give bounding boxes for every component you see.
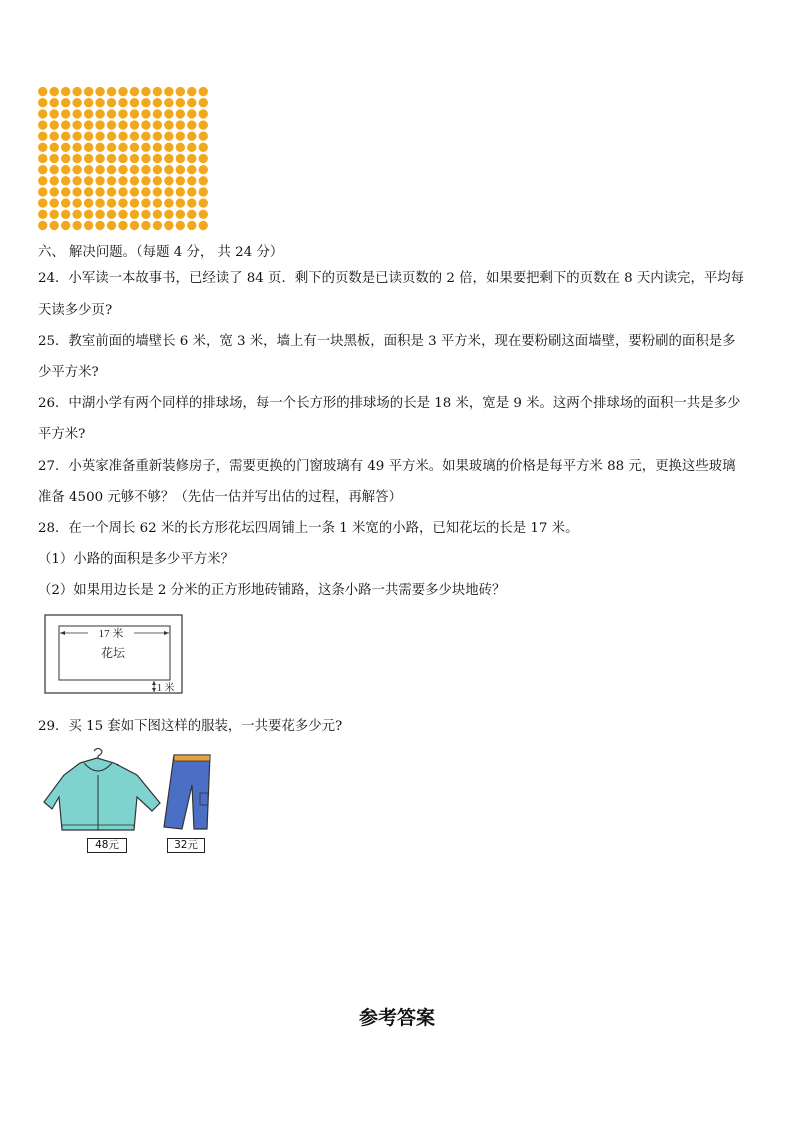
grid-dot: [95, 132, 104, 141]
grid-dot: [38, 87, 47, 96]
grid-dot: [153, 221, 162, 230]
problem-24-line-2: 天读多少页?: [38, 303, 113, 318]
grid-dot: [38, 198, 47, 207]
grid-dot: [107, 187, 116, 196]
pants-price-tag: 32元: [167, 838, 205, 853]
grid-dot: [199, 176, 208, 185]
problem-28-subquestion-2: （2）如果用边长是 2 分米的正方形地砖铺路，这条小路一共需要多少块地砖？: [38, 583, 506, 598]
grid-dot: [95, 176, 104, 185]
problem-27-line-1: 27．小英家准备重新装修房子，需要更换的门窗玻璃有 49 平方米。如果玻璃的价格是每平方米 88 元，更换这些玻璃: [38, 459, 736, 474]
grid-dot: [50, 143, 59, 152]
grid-dot: [187, 176, 196, 185]
grid-dot: [153, 109, 162, 118]
grid-dot: [141, 98, 150, 107]
grid-dot: [141, 120, 150, 129]
grid-dot: [130, 198, 139, 207]
grid-dot: [61, 120, 70, 129]
grid-dot: [141, 109, 150, 118]
grid-dot: [141, 143, 150, 152]
pants-belt: [174, 755, 210, 761]
problem-25-line-2: 少平方米?: [38, 365, 99, 380]
problem-28-line-1: 28．在一个周长 62 米的长方形花坛四周铺上一条 1 米宽的小路，已知花坛的长是 17 米。: [38, 521, 579, 536]
hanger-hook: [94, 749, 102, 760]
grid-dot: [61, 132, 70, 141]
grid-dot: [199, 187, 208, 196]
grid-dot: [199, 165, 208, 174]
dot-grid-figure: [37, 86, 209, 231]
grid-dot: [38, 165, 47, 174]
grid-dot: [153, 198, 162, 207]
jacket-illustration: [42, 745, 227, 835]
grid-dot: [84, 165, 93, 174]
grid-dot: [176, 87, 185, 96]
grid-dot: [107, 143, 116, 152]
grid-dot: [72, 221, 81, 230]
grid-dot: [84, 120, 93, 129]
grid-dot: [50, 165, 59, 174]
grid-dot: [153, 143, 162, 152]
grid-dot: [84, 176, 93, 185]
grid-dot: [118, 221, 127, 230]
grid-dot: [153, 120, 162, 129]
length-label: 17 米: [98, 628, 124, 640]
grid-dot: [38, 176, 47, 185]
grid-dot: [141, 132, 150, 141]
grid-dot: [61, 109, 70, 118]
grid-dot: [187, 210, 196, 219]
grid-dot: [107, 87, 116, 96]
problem-24-line-1: 24．小军读一本故事书，已经读了 84 页．剩下的页数是已读页数的 2 倍，如果要把剩下的页数在 8 天内读完，平均每: [38, 271, 745, 286]
grid-dot: [107, 176, 116, 185]
grid-dot: [187, 154, 196, 163]
grid-dot: [164, 165, 173, 174]
grid-dot: [130, 98, 139, 107]
grid-dot: [61, 176, 70, 185]
problem-28-subquestion-1: （1）小路的面积是多少平方米？: [38, 552, 234, 567]
grid-dot: [84, 210, 93, 219]
grid-dot: [130, 221, 139, 230]
grid-dot: [153, 210, 162, 219]
grid-dot: [50, 132, 59, 141]
grid-dot: [118, 98, 127, 107]
grid-dot: [107, 210, 116, 219]
grid-dot: [50, 187, 59, 196]
grid-dot: [72, 98, 81, 107]
grid-dot: [118, 143, 127, 152]
grid-dot: [130, 154, 139, 163]
width-label: 1 米: [157, 683, 175, 694]
grid-dot: [199, 98, 208, 107]
grid-dot: [38, 109, 47, 118]
grid-dot: [84, 221, 93, 230]
grid-dot: [107, 221, 116, 230]
grid-dot: [164, 221, 173, 230]
grid-dot: [61, 210, 70, 219]
grid-dot: [118, 176, 127, 185]
grid-dot: [84, 154, 93, 163]
grid-dot: [199, 221, 208, 230]
grid-dot: [199, 87, 208, 96]
grid-dot: [176, 109, 185, 118]
problem-26-line-2: 平方米?: [38, 427, 86, 442]
grid-dot: [107, 154, 116, 163]
grid-dot: [176, 98, 185, 107]
grid-dot: [72, 210, 81, 219]
grid-dot: [50, 176, 59, 185]
grid-dot: [38, 98, 47, 107]
grid-dot: [130, 187, 139, 196]
grid-dot: [141, 176, 150, 185]
grid-dot: [164, 210, 173, 219]
grid-dot: [118, 210, 127, 219]
grid-dot: [187, 187, 196, 196]
grid-dot: [130, 143, 139, 152]
grid-dot: [50, 154, 59, 163]
grid-dot: [107, 98, 116, 107]
grid-dot: [118, 154, 127, 163]
grid-dot: [118, 109, 127, 118]
grid-dot: [118, 187, 127, 196]
grid-dot: [61, 143, 70, 152]
problem-29-line-1: 29．买 15 套如下图这样的服装，一共要花多少元?: [38, 719, 343, 734]
grid-dot: [50, 109, 59, 118]
grid-dot: [118, 87, 127, 96]
grid-dot: [95, 187, 104, 196]
problem-26-line-1: 26．中湖小学有两个同样的排球场，每一个长方形的排球场的长是 18 米，宽是 9 米。这两个排球场的面积一共是多少: [38, 396, 741, 411]
grid-dot: [38, 210, 47, 219]
jacket-price-tag: 48元: [87, 838, 127, 853]
grid-dot: [61, 187, 70, 196]
grid-dot: [84, 98, 93, 107]
grid-dot: [95, 109, 104, 118]
grid-dot: [130, 87, 139, 96]
garden-label: 花坛: [100, 646, 126, 660]
grid-dot: [130, 120, 139, 129]
grid-dot: [84, 109, 93, 118]
grid-dot: [72, 176, 81, 185]
grid-dot: [72, 120, 81, 129]
grid-dot: [72, 87, 81, 96]
grid-dot: [176, 143, 185, 152]
grid-dot: [95, 87, 104, 96]
garden-figure: [40, 612, 186, 696]
grid-dot: [187, 165, 196, 174]
grid-dot: [130, 165, 139, 174]
grid-dot: [199, 120, 208, 129]
grid-dot: [95, 210, 104, 219]
grid-dot: [72, 187, 81, 196]
grid-dot: [38, 143, 47, 152]
grid-dot: [153, 98, 162, 107]
grid-dot: [199, 198, 208, 207]
grid-dot: [130, 132, 139, 141]
grid-dot: [107, 109, 116, 118]
grid-dot: [141, 187, 150, 196]
grid-dot: [141, 210, 150, 219]
grid-dot: [95, 165, 104, 174]
grid-dot: [61, 165, 70, 174]
grid-dot: [95, 198, 104, 207]
problem-25-line-1: 25．教室前面的墙壁长 6 米，宽 3 米，墙上有一块黑板，面积是 3 平方米，现在要粉刷这面墙壁，要粉刷的面积是多: [38, 334, 736, 349]
grid-dot: [199, 143, 208, 152]
grid-dot: [118, 165, 127, 174]
grid-dot: [176, 210, 185, 219]
grid-dot: [95, 221, 104, 230]
grid-dot: [153, 187, 162, 196]
grid-dot: [176, 132, 185, 141]
grid-dot: [141, 221, 150, 230]
grid-dot: [118, 132, 127, 141]
grid-dot: [72, 132, 81, 141]
grid-dot: [187, 109, 196, 118]
grid-dot: [164, 98, 173, 107]
grid-dot: [176, 221, 185, 230]
grid-dot: [164, 120, 173, 129]
grid-dot: [50, 221, 59, 230]
grid-dot: [187, 98, 196, 107]
grid-dot: [153, 176, 162, 185]
grid-dot: [84, 143, 93, 152]
grid-dot: [141, 198, 150, 207]
grid-dot: [38, 187, 47, 196]
grid-dot: [84, 87, 93, 96]
grid-dot: [164, 132, 173, 141]
grid-dot: [95, 120, 104, 129]
grid-dot: [107, 198, 116, 207]
grid-dot: [72, 143, 81, 152]
grid-dot: [164, 87, 173, 96]
grid-dot: [199, 210, 208, 219]
grid-dot: [61, 198, 70, 207]
grid-dot: [84, 187, 93, 196]
grid-dot: [176, 187, 185, 196]
grid-dot: [50, 87, 59, 96]
grid-dot: [107, 120, 116, 129]
grid-dot: [164, 154, 173, 163]
grid-dot: [38, 221, 47, 230]
grid-dot: [50, 120, 59, 129]
grid-dot: [187, 143, 196, 152]
grid-dot: [107, 132, 116, 141]
grid-dot: [176, 154, 185, 163]
grid-dot: [84, 132, 93, 141]
grid-dot: [61, 87, 70, 96]
problem-27-line-2: 准备 4500 元够不够？（先估一估并写出估的过程，再解答）: [38, 490, 402, 505]
grid-dot: [130, 109, 139, 118]
answer-section-title: 参考答案: [358, 1007, 435, 1029]
grid-dot: [61, 98, 70, 107]
section-heading: 六、 解决问题。（每题 4 分， 共 24 分）: [38, 245, 284, 260]
grid-dot: [199, 109, 208, 118]
grid-dot: [164, 176, 173, 185]
grid-dot: [153, 87, 162, 96]
grid-dot: [153, 154, 162, 163]
grid-dot: [38, 154, 47, 163]
grid-dot: [153, 132, 162, 141]
pants-body: [164, 755, 210, 829]
grid-dot: [164, 109, 173, 118]
grid-dot: [199, 132, 208, 141]
jacket-body: [44, 758, 160, 830]
grid-dot: [50, 210, 59, 219]
grid-dot: [176, 176, 185, 185]
grid-dot: [176, 120, 185, 129]
grid-dot: [130, 210, 139, 219]
grid-dot: [72, 165, 81, 174]
grid-dot: [187, 198, 196, 207]
grid-dot: [50, 98, 59, 107]
grid-dot: [141, 165, 150, 174]
grid-dot: [141, 87, 150, 96]
grid-dot: [61, 221, 70, 230]
grid-dot: [95, 154, 104, 163]
grid-dot: [72, 154, 81, 163]
grid-dot: [130, 176, 139, 185]
grid-dot: [118, 198, 127, 207]
grid-dot: [38, 120, 47, 129]
grid-dot: [164, 143, 173, 152]
grid-dot: [187, 132, 196, 141]
grid-dot: [84, 198, 93, 207]
grid-dot: [176, 198, 185, 207]
grid-dot: [187, 87, 196, 96]
grid-dot: [141, 154, 150, 163]
grid-dot: [187, 221, 196, 230]
grid-dot: [187, 120, 196, 129]
grid-dot: [38, 132, 47, 141]
grid-dot: [95, 98, 104, 107]
grid-dot: [95, 143, 104, 152]
grid-dot: [176, 165, 185, 174]
grid-dot: [164, 187, 173, 196]
grid-dot: [72, 109, 81, 118]
grid-dot: [153, 165, 162, 174]
grid-dot: [61, 154, 70, 163]
grid-dot: [72, 198, 81, 207]
grid-dot: [118, 120, 127, 129]
grid-dot: [164, 198, 173, 207]
grid-dot: [50, 198, 59, 207]
grid-dot: [107, 165, 116, 174]
grid-dot: [199, 154, 208, 163]
